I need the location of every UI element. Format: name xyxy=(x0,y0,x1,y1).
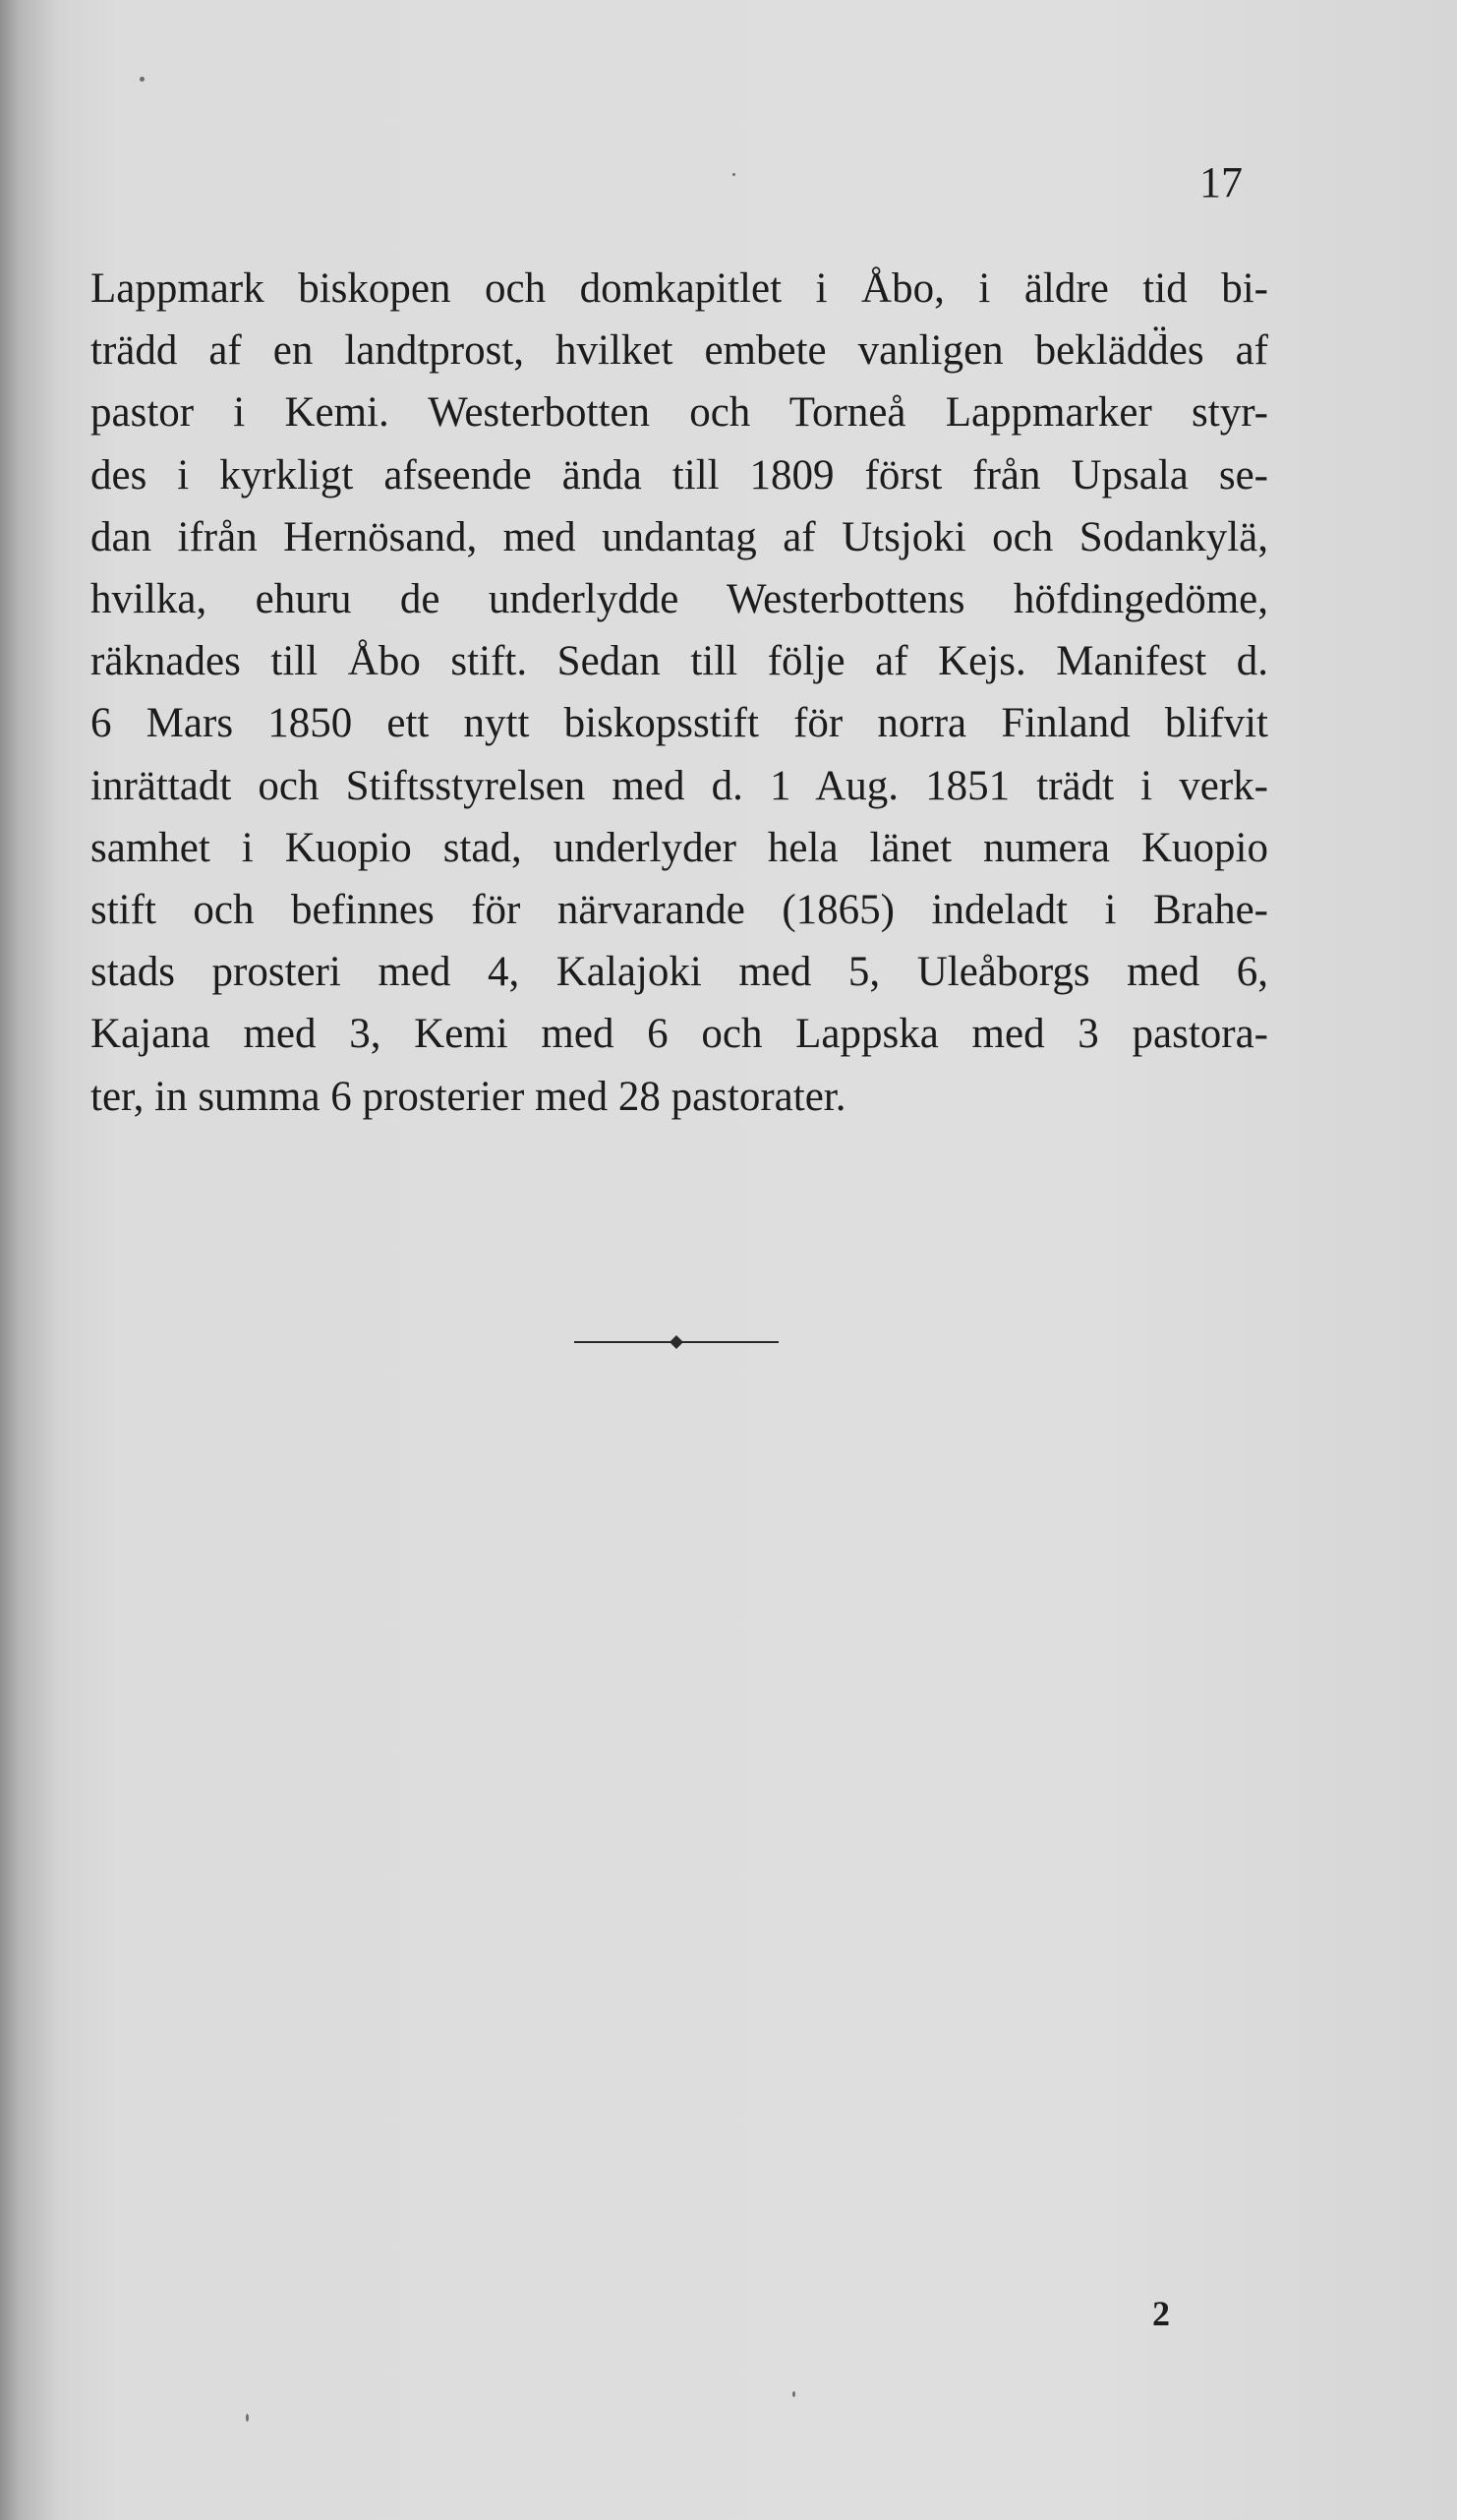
paragraph xyxy=(90,258,1268,1128)
paper-speck xyxy=(140,77,145,82)
paper-speck xyxy=(246,2414,249,2422)
signature-mark: 2 xyxy=(1152,2294,1170,2333)
text-line: ter, in summa 6 prosterier med 28 pastorater. xyxy=(90,1073,846,1120)
text-line: stift och befinnes för närvarande (1865) indeladt i Brahe- xyxy=(90,887,1268,934)
text-line: Lappmark biskopen och domkapitlet i Åbo, i äldre tid bi- xyxy=(90,265,1268,312)
text-line: 6 Mars 1850 ett nytt biskopsstift för norra Finland blifvit xyxy=(90,700,1268,747)
text-line: dan ifrån Hernösand, med undantag af Utsjoki och Sodankylä, xyxy=(90,513,1268,560)
paper-speck xyxy=(792,2391,795,2397)
text-line: des i kyrkligt afseende ända till 1809 först från Upsala se- xyxy=(90,451,1268,498)
paper-speck xyxy=(732,173,735,176)
text-line: trädd af en landtprost, hvilket embete vanligen beklädd̈es af xyxy=(90,327,1268,375)
text-line: inrättadt och Stiftsstyrelsen med d. 1 Aug. 1851 trädt i verk- xyxy=(90,762,1268,809)
text-line: pastor i Kemi. Westerbotten och Torneå Lappmarker styr- xyxy=(90,389,1268,437)
text-line: Kajana med 3, Kemi med 6 och Lappska med 3 pastora- xyxy=(90,1011,1268,1058)
text-line: stads prosteri med 4, Kalajoki med 5, Uleåborgs med 6, xyxy=(90,949,1268,996)
page-number: 17 xyxy=(1199,158,1243,206)
text-line: samhet i Kuopio stad, underlyder hela länet numera Kuopio xyxy=(90,824,1268,871)
text-line: hvilka, ehuru de underlydde Westerbottens höfdingedöme, xyxy=(90,576,1268,623)
text-line: räknades till Åbo stift. Sedan till följe af Kejs. Manifest d. xyxy=(90,638,1268,685)
section-divider-ornament xyxy=(574,1334,779,1350)
